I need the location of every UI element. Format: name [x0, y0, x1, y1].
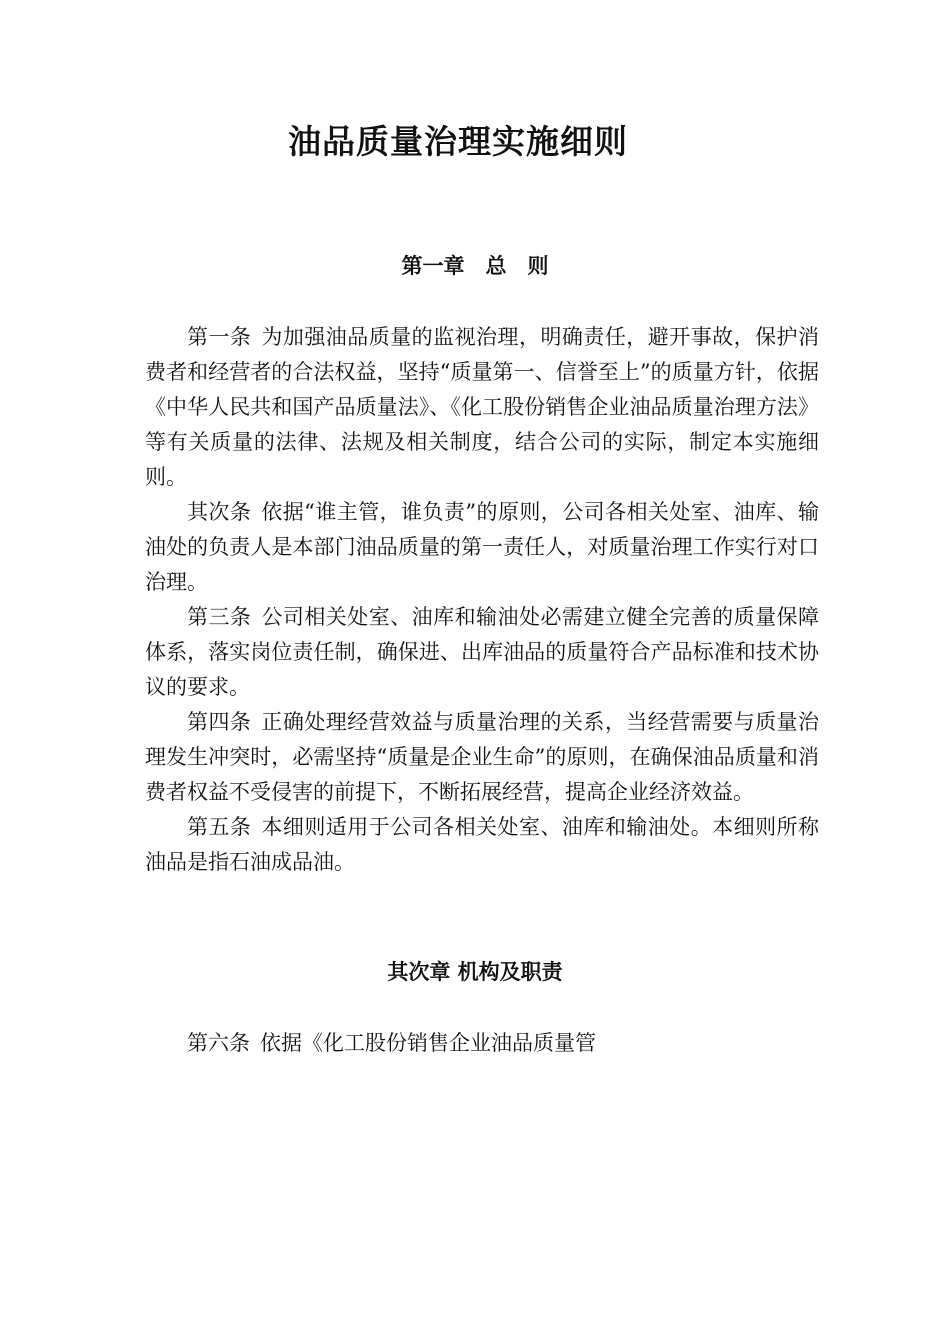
- article-number: 第六条: [187, 1031, 250, 1055]
- article-number: 第四条: [187, 710, 252, 734]
- article-4: [145, 705, 819, 810]
- chapter-1-body: [145, 320, 819, 880]
- article-text: 正确处理经营效益与质量治理的关系，当经营需要与质量治理发生冲突时，必需坚持“质量是企业生命”的原则，在确保油品质量和消费者权益不受侵害的前提下，不断拓展经营，提高企业经济效益。: [145, 710, 820, 804]
- article-2: [145, 495, 819, 600]
- article-number: 其次条: [187, 500, 252, 524]
- article-number: 第一条: [187, 325, 252, 349]
- article-number: 第五条: [187, 815, 252, 839]
- article-6: [145, 1026, 819, 1061]
- article-text: 为加强油品质量的监视治理，明确责任，避开事故，保护消费者和经营者的合法权益，坚持“质量第一、信誉至上”的质量方针，依据《中华人民共和国产品质量法》、《化工股份销售企业油品质量治理方法》等有关质量的法律、法规及相关制度，结合公司的实际，制定本实施细则。: [145, 325, 820, 489]
- article-text: 本细则适用于公司各相关处室、油库和输油处。本细则所称油品是指石油成品油。: [145, 815, 820, 874]
- article-text: 公司相关处室、油库和输油处必需建立健全完善的质量保障体系，落实岗位责任制，确保进、出库油品的质量符合产品标准和技术协议的要求。: [145, 605, 820, 699]
- document-title: 油品质量治理实施细则: [288, 122, 628, 161]
- article-text: 依据“谁主管，谁负责”的原则，公司各相关处室、油库、输油处的负责人是本部门油品质量的第一责任人，对质量治理工作实行对口治理。: [145, 500, 819, 594]
- article-5: [145, 810, 819, 880]
- chapter-1-heading: 第一章 总 则: [401, 253, 549, 278]
- article-number: 第三条: [187, 605, 252, 629]
- chapter-2-body: [145, 1026, 819, 1061]
- article-1: [145, 320, 819, 495]
- article-3: [145, 600, 819, 705]
- article-text: 依据《化工股份销售企业油品质量管: [260, 1031, 596, 1055]
- chapter-2-heading: 其次章 机构及职责: [387, 959, 563, 984]
